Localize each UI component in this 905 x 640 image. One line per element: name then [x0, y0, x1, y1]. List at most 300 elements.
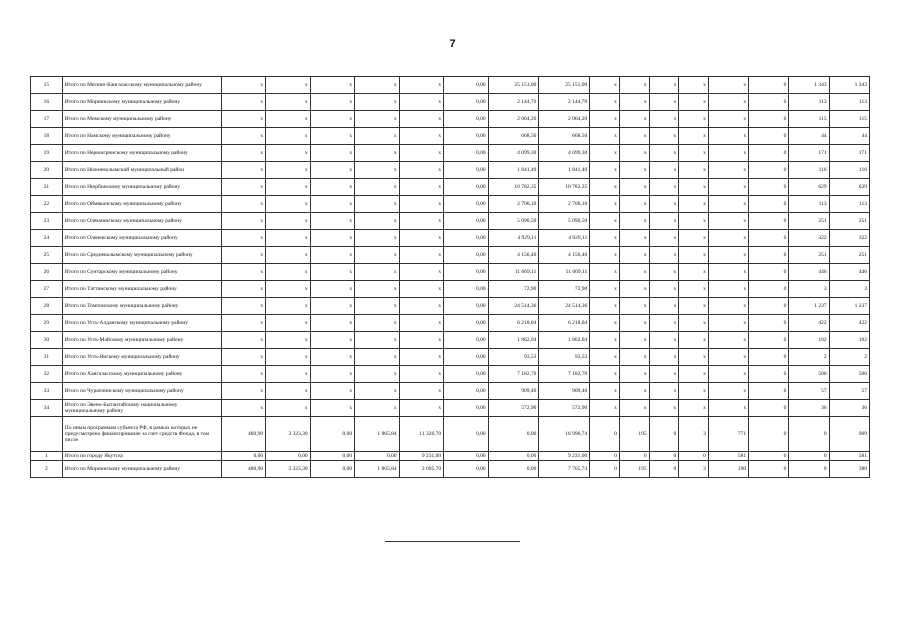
- cell-value: x: [708, 383, 748, 400]
- cell-value: x: [399, 298, 443, 315]
- cell-value: 629: [829, 179, 869, 196]
- cell-value: x: [590, 196, 620, 213]
- cell-value: 113: [829, 196, 869, 213]
- cell-value: 251: [829, 213, 869, 230]
- row-number: 23: [31, 213, 63, 230]
- cell-value: 969: [829, 417, 869, 452]
- cell-value: 0: [749, 247, 789, 264]
- cell-value: x: [221, 111, 265, 128]
- row-name: Итого по Чурапчинскому муниципальному району: [62, 383, 221, 400]
- cell-value: x: [619, 128, 649, 145]
- cell-value: x: [708, 298, 748, 315]
- cell-value: x: [679, 281, 709, 298]
- cell-value: 322: [789, 230, 829, 247]
- table-row: [31, 332, 870, 349]
- cell-value: 0,00: [444, 298, 488, 315]
- cell-value: 0,00: [488, 452, 539, 461]
- cell-value: x: [399, 400, 443, 417]
- cell-value: 388: [829, 461, 869, 478]
- cell-value: 24 514,36: [488, 298, 539, 315]
- row-number: 31: [31, 349, 63, 366]
- cell-value: x: [266, 230, 310, 247]
- cell-value: x: [355, 196, 399, 213]
- cell-value: 251: [829, 247, 869, 264]
- cell-value: 24 514,36: [539, 298, 590, 315]
- cell-value: x: [266, 196, 310, 213]
- cell-value: 2 144,70: [539, 94, 590, 111]
- cell-value: 4 099,30: [488, 145, 539, 162]
- cell-value: x: [266, 145, 310, 162]
- cell-value: 0: [789, 461, 829, 478]
- row-name: Итого по Таттинскому муниципальному району: [62, 281, 221, 298]
- cell-value: x: [355, 77, 399, 94]
- cell-value: 0,00: [444, 452, 488, 461]
- cell-value: x: [221, 94, 265, 111]
- row-number: 20: [31, 162, 63, 179]
- cell-value: 93,53: [488, 349, 539, 366]
- row-name: Итого по Нюрбинскому муниципальному району: [62, 179, 221, 196]
- cell-value: 0,00: [444, 230, 488, 247]
- cell-value: 102: [789, 332, 829, 349]
- cell-value: 251: [789, 247, 829, 264]
- cell-value: x: [649, 315, 679, 332]
- row-name: Итого по городу Якутску: [62, 452, 221, 461]
- cell-value: 4 929,11: [488, 230, 539, 247]
- cell-value: 0,00: [444, 162, 488, 179]
- cell-value: x: [266, 77, 310, 94]
- cell-value: x: [221, 383, 265, 400]
- cell-value: 480,90: [221, 461, 265, 478]
- cell-value: 16 996,74: [539, 417, 590, 452]
- cell-value: x: [649, 196, 679, 213]
- cell-value: x: [399, 383, 443, 400]
- cell-value: x: [266, 383, 310, 400]
- cell-value: x: [649, 162, 679, 179]
- cell-value: 3: [679, 417, 709, 452]
- cell-value: x: [708, 349, 748, 366]
- cell-value: 2 144,70: [488, 94, 539, 111]
- cell-value: 25 151,00: [539, 77, 590, 94]
- cell-value: x: [310, 179, 354, 196]
- cell-value: x: [310, 400, 354, 417]
- cell-value: x: [590, 383, 620, 400]
- cell-value: x: [649, 111, 679, 128]
- table-row: [31, 77, 870, 94]
- cell-value: 0,00: [488, 461, 539, 478]
- cell-value: x: [708, 179, 748, 196]
- cell-value: 4 156,40: [488, 247, 539, 264]
- cell-value: x: [221, 230, 265, 247]
- row-name: Итого по Хангаласскому муниципальному району: [62, 366, 221, 383]
- cell-value: 7 182,70: [539, 366, 590, 383]
- cell-value: x: [679, 315, 709, 332]
- cell-value: 1 237: [789, 298, 829, 315]
- cell-value: 1 343: [789, 77, 829, 94]
- cell-value: 0: [749, 179, 789, 196]
- cell-value: 116: [789, 162, 829, 179]
- cell-value: x: [619, 298, 649, 315]
- cell-value: 0: [590, 417, 620, 452]
- row-number: 1: [31, 452, 63, 461]
- cell-value: 1 862,04: [539, 332, 590, 349]
- cell-value: x: [221, 247, 265, 264]
- cell-value: x: [310, 281, 354, 298]
- cell-value: x: [399, 281, 443, 298]
- cell-value: x: [221, 332, 265, 349]
- cell-value: 4 156,40: [539, 247, 590, 264]
- cell-value: x: [708, 94, 748, 111]
- cell-value: x: [221, 128, 265, 145]
- cell-value: x: [649, 383, 679, 400]
- cell-value: 0: [749, 230, 789, 247]
- table-row: [31, 94, 870, 111]
- cell-value: x: [221, 77, 265, 94]
- cell-value: 36: [789, 400, 829, 417]
- cell-value: x: [355, 179, 399, 196]
- cell-value: 0,00: [488, 417, 539, 452]
- cell-value: x: [679, 400, 709, 417]
- cell-value: x: [649, 332, 679, 349]
- cell-value: x: [355, 162, 399, 179]
- cell-value: x: [679, 349, 709, 366]
- cell-value: 0,00: [444, 461, 488, 478]
- row-name: По иным программам субъекта РФ, в рамках которых не предусмотрено финансирование за счет средств Фонда, в том числе: [62, 417, 221, 452]
- row-number: 25: [31, 247, 63, 264]
- cell-value: x: [649, 128, 679, 145]
- cell-value: 572,90: [539, 400, 590, 417]
- cell-value: x: [221, 281, 265, 298]
- cell-value: 36: [829, 400, 869, 417]
- cell-value: 506: [829, 366, 869, 383]
- table-row: [31, 213, 870, 230]
- cell-value: 0,00: [444, 281, 488, 298]
- cell-value: 1 865,84: [355, 417, 399, 452]
- row-name: Итого по Оленекскому муниципальному району: [62, 230, 221, 247]
- cell-value: 3: [679, 461, 709, 478]
- cell-value: 629: [789, 179, 829, 196]
- cell-value: x: [310, 366, 354, 383]
- cell-value: x: [708, 162, 748, 179]
- cell-value: 0,00: [444, 264, 488, 281]
- row-number: 15: [31, 77, 63, 94]
- cell-value: x: [310, 383, 354, 400]
- cell-value: x: [355, 349, 399, 366]
- cell-value: 2: [829, 349, 869, 366]
- table-row: [31, 230, 870, 247]
- cell-value: x: [619, 281, 649, 298]
- table-row: [31, 196, 870, 213]
- cell-value: 909,40: [539, 383, 590, 400]
- cell-value: 0: [679, 452, 709, 461]
- cell-value: x: [221, 145, 265, 162]
- cell-value: x: [619, 332, 649, 349]
- cell-value: x: [708, 213, 748, 230]
- cell-value: x: [708, 145, 748, 162]
- cell-value: 113: [789, 94, 829, 111]
- cell-value: 5 090,50: [488, 213, 539, 230]
- cell-value: 0: [789, 452, 829, 461]
- cell-value: 0: [649, 452, 679, 461]
- cell-value: x: [590, 111, 620, 128]
- cell-value: 0,00: [266, 452, 310, 461]
- cell-value: 0: [749, 128, 789, 145]
- cell-value: x: [266, 400, 310, 417]
- cell-value: x: [679, 366, 709, 383]
- cell-value: x: [619, 94, 649, 111]
- cell-value: x: [399, 264, 443, 281]
- cell-value: x: [708, 281, 748, 298]
- cell-value: 171: [829, 145, 869, 162]
- cell-value: x: [310, 230, 354, 247]
- cell-value: x: [399, 111, 443, 128]
- cell-value: x: [649, 264, 679, 281]
- cell-value: 195: [619, 417, 649, 452]
- cell-value: x: [649, 281, 679, 298]
- cell-value: x: [590, 349, 620, 366]
- cell-value: 506: [789, 366, 829, 383]
- table-row: [31, 179, 870, 196]
- row-number: 34: [31, 400, 63, 417]
- cell-value: x: [679, 383, 709, 400]
- cell-value: x: [708, 400, 748, 417]
- cell-value: 7 182,70: [488, 366, 539, 383]
- cell-value: 9 231,00: [399, 452, 443, 461]
- cell-value: 115: [829, 111, 869, 128]
- row-name: Итого по Усть-Янскому муниципальному району: [62, 349, 221, 366]
- cell-value: 0: [749, 298, 789, 315]
- cell-value: x: [590, 332, 620, 349]
- table-row: [31, 247, 870, 264]
- cell-value: x: [679, 128, 709, 145]
- cell-value: x: [590, 94, 620, 111]
- cell-value: 0,00: [444, 94, 488, 111]
- cell-value: x: [355, 383, 399, 400]
- cell-value: x: [310, 332, 354, 349]
- cell-value: 3: [789, 281, 829, 298]
- cell-value: x: [649, 349, 679, 366]
- row-number: 19: [31, 145, 63, 162]
- cell-value: x: [266, 94, 310, 111]
- cell-value: x: [590, 400, 620, 417]
- cell-value: x: [310, 349, 354, 366]
- cell-value: x: [355, 213, 399, 230]
- cell-value: x: [399, 162, 443, 179]
- cell-value: 0: [749, 383, 789, 400]
- cell-value: x: [679, 230, 709, 247]
- cell-value: 5 090,50: [539, 213, 590, 230]
- cell-value: 6 218,04: [488, 315, 539, 332]
- cell-value: 446: [789, 264, 829, 281]
- cell-value: x: [590, 315, 620, 332]
- table-row: [31, 111, 870, 128]
- cell-value: x: [619, 145, 649, 162]
- cell-value: x: [266, 332, 310, 349]
- cell-value: 0,00: [444, 332, 488, 349]
- row-number: 18: [31, 128, 63, 145]
- row-number: 32: [31, 366, 63, 383]
- cell-value: 195: [619, 461, 649, 478]
- cell-value: x: [649, 247, 679, 264]
- cell-value: x: [266, 213, 310, 230]
- cell-value: x: [590, 298, 620, 315]
- cell-value: x: [708, 332, 748, 349]
- cell-value: x: [619, 366, 649, 383]
- cell-value: 3 323,30: [266, 417, 310, 452]
- row-number: 29: [31, 315, 63, 332]
- cell-value: 668,50: [539, 128, 590, 145]
- cell-value: 0,00: [444, 315, 488, 332]
- cell-value: 11 669,11: [539, 264, 590, 281]
- cell-value: x: [590, 264, 620, 281]
- cell-value: x: [399, 230, 443, 247]
- cell-value: 480,90: [221, 417, 265, 452]
- cell-value: x: [221, 400, 265, 417]
- row-name: Итого по Намскому муниципальному району: [62, 128, 221, 145]
- row-name: Итого по Томпонскому муниципальному району: [62, 298, 221, 315]
- cell-value: 0,00: [444, 145, 488, 162]
- table-row: [31, 264, 870, 281]
- cell-value: x: [399, 179, 443, 196]
- cell-value: x: [679, 247, 709, 264]
- cell-value: x: [399, 315, 443, 332]
- cell-value: x: [310, 77, 354, 94]
- cell-value: x: [221, 213, 265, 230]
- cell-value: x: [355, 298, 399, 315]
- cell-value: 7 765,74: [539, 461, 590, 478]
- cell-value: 0,00: [444, 349, 488, 366]
- cell-value: 93,53: [539, 349, 590, 366]
- cell-value: x: [355, 230, 399, 247]
- cell-value: x: [619, 400, 649, 417]
- cell-value: x: [708, 230, 748, 247]
- cell-value: x: [679, 111, 709, 128]
- cell-value: x: [221, 315, 265, 332]
- cell-value: 581: [829, 452, 869, 461]
- cell-value: x: [355, 400, 399, 417]
- cell-value: x: [399, 332, 443, 349]
- cell-value: x: [708, 196, 748, 213]
- row-number: 16: [31, 94, 63, 111]
- cell-value: 10 782,35: [488, 179, 539, 196]
- cell-value: 0: [749, 94, 789, 111]
- cell-value: x: [355, 111, 399, 128]
- cell-value: x: [221, 179, 265, 196]
- row-number: 21: [31, 179, 63, 196]
- cell-value: 0,00: [444, 196, 488, 213]
- cell-value: 4 099,30: [539, 145, 590, 162]
- cell-value: x: [619, 247, 649, 264]
- cell-value: x: [399, 213, 443, 230]
- cell-value: 25 151,00: [488, 77, 539, 94]
- cell-value: x: [679, 332, 709, 349]
- cell-value: 422: [789, 315, 829, 332]
- cell-value: x: [221, 162, 265, 179]
- row-number: 33: [31, 383, 63, 400]
- cell-value: x: [649, 213, 679, 230]
- row-name: Итого по Среднеколымскому муниципальному району: [62, 247, 221, 264]
- row-number: 28: [31, 298, 63, 315]
- separator-line: [385, 541, 520, 542]
- row-name: Итого по Мирнинскому муниципальному району: [62, 94, 221, 111]
- cell-value: 72,90: [488, 281, 539, 298]
- cell-value: 581: [708, 452, 748, 461]
- cell-value: x: [619, 230, 649, 247]
- table-row: [31, 162, 870, 179]
- cell-value: x: [310, 128, 354, 145]
- cell-value: x: [310, 264, 354, 281]
- cell-value: x: [649, 298, 679, 315]
- cell-value: x: [649, 77, 679, 94]
- cell-value: x: [708, 264, 748, 281]
- cell-value: 0: [749, 111, 789, 128]
- cell-value: 11 326,70: [399, 417, 443, 452]
- cell-value: 446: [829, 264, 869, 281]
- cell-value: 0: [749, 145, 789, 162]
- cell-value: 0,00: [355, 452, 399, 461]
- cell-value: x: [266, 128, 310, 145]
- cell-value: 0: [749, 281, 789, 298]
- cell-value: x: [355, 247, 399, 264]
- row-name: Итого по Оймяконскому муниципальному району: [62, 196, 221, 213]
- cell-value: x: [679, 77, 709, 94]
- cell-value: x: [221, 298, 265, 315]
- cell-value: 0: [749, 162, 789, 179]
- cell-value: 0: [590, 452, 620, 461]
- cell-value: x: [266, 247, 310, 264]
- cell-value: x: [590, 179, 620, 196]
- row-number: 24: [31, 230, 63, 247]
- cell-value: x: [221, 366, 265, 383]
- row-number: 27: [31, 281, 63, 298]
- cell-value: 102: [829, 332, 869, 349]
- cell-value: x: [310, 145, 354, 162]
- cell-value: x: [679, 196, 709, 213]
- cell-value: 2 095,70: [399, 461, 443, 478]
- cell-value: x: [708, 111, 748, 128]
- cell-value: x: [355, 366, 399, 383]
- cell-value: 0: [749, 349, 789, 366]
- cell-value: x: [708, 247, 748, 264]
- cell-value: x: [649, 94, 679, 111]
- cell-value: x: [399, 94, 443, 111]
- table-row: [31, 315, 870, 332]
- cell-value: 57: [789, 383, 829, 400]
- cell-value: 0,00: [444, 128, 488, 145]
- cell-value: x: [355, 145, 399, 162]
- cell-value: x: [590, 366, 620, 383]
- cell-value: 0: [649, 461, 679, 478]
- cell-value: x: [649, 179, 679, 196]
- cell-value: x: [355, 94, 399, 111]
- cell-value: 6 218,04: [539, 315, 590, 332]
- cell-value: 1 237: [829, 298, 869, 315]
- cell-value: x: [619, 162, 649, 179]
- cell-value: 171: [789, 145, 829, 162]
- cell-value: 0: [649, 417, 679, 452]
- cell-value: x: [679, 162, 709, 179]
- cell-value: 113: [789, 196, 829, 213]
- cell-value: 0: [749, 417, 789, 452]
- cell-value: 2 064,20: [539, 111, 590, 128]
- cell-value: x: [708, 366, 748, 383]
- cell-value: 2 706,10: [539, 196, 590, 213]
- cell-value: 0,00: [310, 461, 354, 478]
- cell-value: x: [310, 111, 354, 128]
- row-name: Итого по Олекминскому муниципальному району: [62, 213, 221, 230]
- cell-value: 0: [749, 332, 789, 349]
- cell-value: x: [619, 111, 649, 128]
- cell-value: 251: [789, 213, 829, 230]
